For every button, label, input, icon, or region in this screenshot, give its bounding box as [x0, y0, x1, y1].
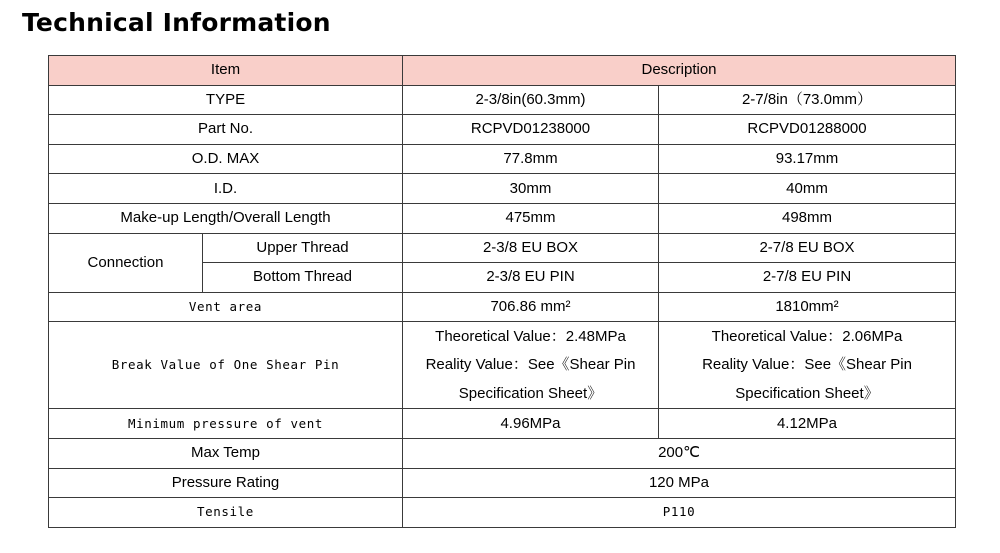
row-label: I.D.: [49, 174, 403, 204]
row-label: Part No.: [49, 115, 403, 145]
shear-pin-b-line-1: Theoretical Value：2.06MPa: [711, 327, 903, 345]
row-label: O.D. MAX: [49, 144, 403, 174]
row-label: Make-up Length/Overall Length: [49, 203, 403, 233]
header-description: Description: [403, 56, 956, 86]
row-label: TYPE: [49, 85, 403, 115]
cell-value-b: 2-7/8 EU BOX: [659, 233, 956, 263]
connection-label: Connection: [49, 233, 203, 292]
cell-value-a: 77.8mm: [403, 144, 659, 174]
shear-pin-a-line-3: Specification Sheet》: [458, 384, 603, 402]
row-label: Tensile: [49, 498, 403, 528]
cell-value-a: 4.96MPa: [403, 409, 659, 439]
cell-value: 200℃: [403, 438, 956, 468]
cell-value-b: 2-7/8in（73.0mm）: [659, 85, 956, 115]
cell-value-b: [659, 322, 956, 409]
row-label: Max Temp: [49, 438, 403, 468]
cell-value-a: 475mm: [403, 203, 659, 233]
row-label: Minimum pressure of vent: [49, 409, 403, 439]
table-row-shear-pin: [49, 322, 956, 409]
row-label: Break Value of One Shear Pin: [49, 322, 403, 409]
table-row-tensile: [49, 498, 956, 528]
page-title: Technical Information: [22, 8, 331, 37]
cell-value-a: 2-3/8in(60.3mm): [403, 85, 659, 115]
row-label: Vent area: [49, 292, 403, 322]
table-header-row: [49, 56, 956, 86]
cell-value-a: RCPVD01238000: [403, 115, 659, 145]
row-label: Pressure Rating: [49, 468, 403, 498]
shear-pin-a-line-2: Reality Value：See《Shear Pin: [425, 356, 636, 374]
table-row-type: [49, 85, 956, 115]
cell-value-a: 706.86 mm²: [403, 292, 659, 322]
shear-pin-b-line-3: Specification Sheet》: [735, 384, 879, 402]
cell-value: P110: [403, 498, 956, 528]
table-row-upper-thread: [49, 233, 956, 263]
table-row-vent-area: [49, 292, 956, 322]
table-row-od-max: [49, 144, 956, 174]
shear-pin-b-line-2: Reality Value：See《Shear Pin: [702, 356, 912, 374]
cell-value-b: 40mm: [659, 174, 956, 204]
cell-value: 120 MPa: [403, 468, 956, 498]
cell-value-a: 2-3/8 EU BOX: [403, 233, 659, 263]
table-row-pressure-rating: [49, 468, 956, 498]
bottom-thread-label: Bottom Thread: [203, 263, 403, 293]
cell-value-b: RCPVD01288000: [659, 115, 956, 145]
table-row-max-temp: [49, 438, 956, 468]
table-row-makeup-length: [49, 203, 956, 233]
cell-value-b: 4.12MPa: [659, 409, 956, 439]
cell-value-a: 2-3/8 EU PIN: [403, 263, 659, 293]
cell-value-b: 93.17mm: [659, 144, 956, 174]
shear-pin-a-line-1: Theoretical Value：2.48MPa: [435, 327, 626, 345]
technical-information-table: [48, 55, 956, 528]
cell-value-b: 498mm: [659, 203, 956, 233]
cell-value-b: 1810mm²: [659, 292, 956, 322]
cell-value-a: [403, 322, 659, 409]
table-row-id: [49, 174, 956, 204]
cell-value-b: 2-7/8 EU PIN: [659, 263, 956, 293]
header-item: Item: [49, 56, 403, 86]
upper-thread-label: Upper Thread: [203, 233, 403, 263]
table-row-part-no: [49, 115, 956, 145]
table-row-min-pressure: [49, 409, 956, 439]
cell-value-a: 30mm: [403, 174, 659, 204]
